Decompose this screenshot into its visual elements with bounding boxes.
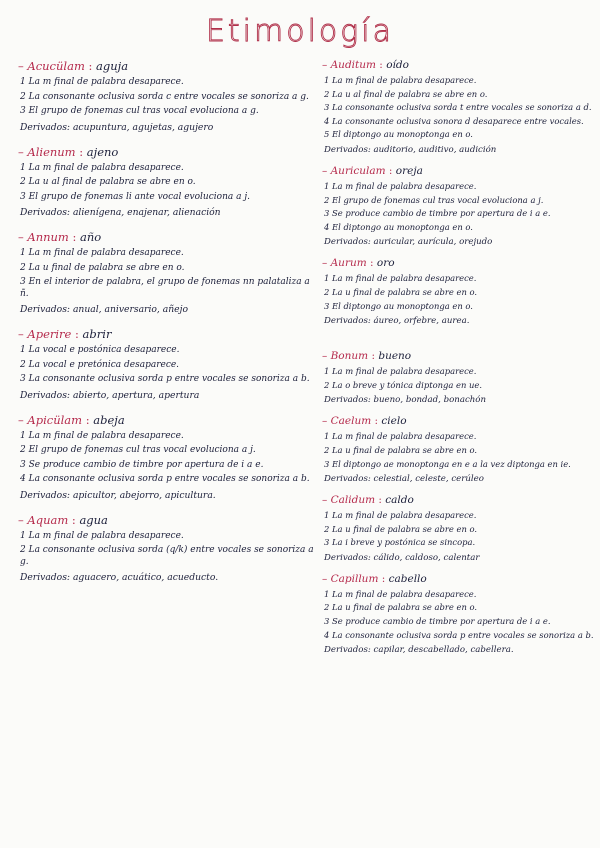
latin-word: Apicülam bbox=[27, 412, 83, 427]
entry-separator: : bbox=[371, 415, 382, 428]
evolution-rule: 1 La vocal e postónica desaparece. bbox=[20, 345, 180, 355]
etymology-entry bbox=[322, 164, 594, 248]
entry-separator: : bbox=[68, 230, 81, 244]
evolution-rule: 5 El diptongo au monoptonga en o. bbox=[324, 129, 473, 140]
entry-dash: – bbox=[322, 350, 331, 363]
evolution-rule: 1 La m final de palabra desaparece. bbox=[324, 588, 477, 599]
evolution-rule: 3 La i breve y postónica se sincopa. bbox=[324, 537, 476, 548]
right-column bbox=[322, 58, 594, 664]
evolution-rule: 2 La u final de palabra se abre en o. bbox=[20, 262, 185, 273]
spanish-meaning: aguja bbox=[96, 59, 129, 73]
evolution-rule: 2 La u al final de palabra se abre en o. bbox=[324, 88, 488, 99]
derived-words: Derivados: capilar, descabellado, cabellera. bbox=[324, 645, 514, 656]
entry-dash: – bbox=[18, 59, 28, 73]
evolution-rule: 3 La consonante oclusiva sorda p entre vocales se sonoriza a b. bbox=[20, 374, 310, 384]
latin-word: Bonum bbox=[330, 350, 369, 363]
derived-words: Derivados: acupuntura, agujetas, agujero bbox=[20, 121, 214, 133]
evolution-rule: 1 La m final de palabra desaparece. bbox=[20, 77, 184, 87]
evolution-rule: 3 Se produce cambio de timbre por apertura de i a e. bbox=[324, 208, 551, 219]
derived-words: Derivados: anual, aniversario, añejo bbox=[20, 304, 188, 315]
evolution-rule: 1 La m final de palabra desaparece. bbox=[20, 162, 184, 173]
entry-separator: : bbox=[82, 412, 94, 427]
evolution-rule: 2 La u al final de palabra se abre en o. bbox=[20, 177, 196, 187]
latin-word: Auriculam bbox=[330, 164, 386, 177]
derived-words: Derivados: apicultor, abejorro, apicultura. bbox=[20, 489, 216, 501]
spanish-meaning: año bbox=[80, 230, 102, 244]
entry-dash: – bbox=[322, 257, 331, 270]
latin-word: Aurum bbox=[330, 257, 367, 270]
etymology-entry bbox=[18, 229, 318, 316]
entry-dash: – bbox=[18, 327, 28, 341]
entry-separator: : bbox=[378, 572, 389, 585]
evolution-rule: 1 La m final de palabra desaparece. bbox=[324, 510, 477, 521]
entry-dash: – bbox=[322, 572, 331, 585]
evolution-rule: 1 La m final de palabra desaparece. bbox=[324, 75, 477, 85]
entry-heading bbox=[322, 414, 594, 428]
evolution-rule: 1 La m final de palabra desaparece. bbox=[20, 248, 184, 258]
evolution-rule: 2 La consonante oclusiva sorda (q/k) entre vocales se sonoriza a g. bbox=[20, 545, 314, 567]
evolution-rule: 4 La consonante oclusiva sorda p entre vocales se sonoriza a b. bbox=[324, 629, 594, 640]
latin-word: Aperire bbox=[27, 327, 72, 341]
evolution-rule: 3 El grupo de fonemas li ante vocal evoluciona a j. bbox=[20, 191, 250, 202]
entry-dash: – bbox=[322, 415, 331, 428]
page-title: Etimología bbox=[205, 14, 395, 49]
spanish-meaning: ajeno bbox=[86, 144, 119, 159]
spanish-meaning: caldo bbox=[385, 494, 414, 507]
etymology-entry bbox=[322, 256, 594, 327]
entry-heading bbox=[18, 144, 318, 160]
entry-dash: – bbox=[18, 512, 28, 527]
etymology-entry bbox=[18, 412, 318, 502]
evolution-rule: 1 La m final de palabra desaparece. bbox=[324, 366, 477, 377]
latin-word: Aquam bbox=[27, 512, 69, 527]
evolution-rule: 2 La u final de palabra se abre en o. bbox=[324, 286, 478, 297]
entry-dash: – bbox=[322, 59, 331, 71]
entry-dash: – bbox=[18, 412, 28, 427]
latin-word: Annum bbox=[27, 230, 69, 244]
entry-heading bbox=[18, 229, 318, 245]
entry-separator: : bbox=[68, 512, 80, 527]
derived-words: Derivados: bueno, bondad, bonachón bbox=[324, 395, 487, 406]
etymology-entry bbox=[18, 512, 318, 585]
spanish-meaning: agua bbox=[79, 512, 108, 527]
derived-words: Derivados: abierto, apertura, apertura bbox=[20, 389, 200, 401]
derived-words: Derivados: alienígena, enajenar, alienación bbox=[20, 207, 221, 218]
evolution-rule: 3 El diptongo au monoptonga en o. bbox=[324, 300, 473, 311]
evolution-rule: 1 La m final de palabra desaparece. bbox=[20, 430, 184, 441]
spanish-meaning: abrir bbox=[82, 327, 112, 341]
latin-word: Calidum bbox=[330, 494, 376, 507]
entry-heading bbox=[322, 349, 594, 363]
evolution-rule: 2 La vocal e pretónica desaparece. bbox=[20, 359, 180, 370]
entry-heading bbox=[322, 58, 594, 72]
evolution-rule: 3 El grupo de fonemas cul tras vocal evoluciona a g. bbox=[20, 106, 259, 116]
etymology-entry bbox=[322, 493, 594, 564]
evolution-rule: 4 El diptongo au monoptonga en o. bbox=[324, 221, 473, 232]
spanish-meaning: abeja bbox=[93, 412, 125, 427]
entry-separator: : bbox=[75, 144, 87, 159]
spanish-meaning: oreja bbox=[395, 164, 423, 177]
latin-word: Auditum bbox=[330, 59, 376, 71]
evolution-rule: 3 El diptongo ae monoptonga en e a la vez diptonga en ie. bbox=[324, 458, 571, 469]
spanish-meaning: cielo bbox=[381, 415, 407, 428]
evolution-rule: 1 La m final de palabra desaparece. bbox=[324, 273, 477, 284]
etymology-entry bbox=[322, 572, 594, 656]
evolution-rule: 3 En el interior de palabra, el grupo de fonemas nn palataliza a ñ. bbox=[20, 277, 310, 299]
derived-words: Derivados: áureo, orfebre, aurea. bbox=[324, 316, 470, 327]
spanish-meaning: oro bbox=[376, 257, 395, 270]
evolution-rule: 2 La u final de palabra se abre en o. bbox=[324, 602, 478, 613]
derived-words: Derivados: auricular, aurícula, orejudo bbox=[324, 237, 493, 248]
derived-words: Derivados: auditorio, auditivo, audición bbox=[324, 144, 497, 155]
evolution-rule: 2 El grupo de fonemas cul tras vocal evoluciona a j. bbox=[20, 445, 256, 455]
derived-words: Derivados: aguacero, acuático, acueducto. bbox=[20, 572, 219, 583]
derived-words: Derivados: celestial, celeste, cerúleo bbox=[324, 474, 484, 485]
evolution-rule: 2 La o breve y tónica diptonga en ue. bbox=[324, 379, 483, 390]
entry-separator: : bbox=[366, 257, 377, 270]
evolution-rule: 4 La consonante oclusiva sonora d desaparece entre vocales. bbox=[324, 115, 584, 126]
latin-word: Capillum bbox=[330, 572, 379, 585]
evolution-rule: 4 La consonante oclusiva sorda p entre vocales se sonoriza a b. bbox=[20, 474, 310, 484]
entry-heading bbox=[322, 572, 594, 586]
entry-dash: – bbox=[18, 144, 28, 159]
latin-word: Acucülam bbox=[27, 59, 85, 73]
etymology-entry bbox=[322, 349, 594, 406]
evolution-rule: 3 Se produce cambio de timbre por apertura de i a e. bbox=[324, 616, 551, 627]
entry-heading bbox=[322, 256, 594, 270]
evolution-rule: 3 Se produce cambio de timbre por apertura de i a e. bbox=[20, 459, 264, 470]
entry-separator: : bbox=[385, 164, 396, 177]
entry-dash: – bbox=[322, 164, 331, 177]
evolution-rule: 1 La m final de palabra desaparece. bbox=[324, 431, 477, 442]
entry-separator: : bbox=[71, 327, 83, 341]
evolution-rule: 1 La m final de palabra desaparece. bbox=[20, 530, 184, 541]
entry-separator: : bbox=[84, 59, 97, 73]
etymology-entry bbox=[18, 144, 318, 220]
spanish-meaning: oído bbox=[386, 59, 409, 71]
left-column bbox=[18, 58, 318, 594]
etymology-entry bbox=[322, 58, 594, 156]
etymology-entry bbox=[18, 326, 318, 402]
entry-heading bbox=[18, 412, 318, 428]
latin-word: Alienum bbox=[27, 144, 76, 159]
evolution-rule: 2 La u final de palabra se abre en o. bbox=[324, 523, 478, 534]
evolution-rule: 1 La m final de palabra desaparece. bbox=[324, 180, 477, 191]
entry-heading bbox=[18, 58, 318, 74]
latin-word: Caelum bbox=[330, 415, 372, 428]
entry-separator: : bbox=[375, 494, 386, 507]
spanish-meaning: cabello bbox=[388, 572, 427, 585]
evolution-rule: 3 La consonante oclusiva sorda t entre vocales se sonoriza a d. bbox=[324, 102, 592, 113]
entry-heading bbox=[322, 164, 594, 178]
entry-heading bbox=[18, 512, 318, 528]
evolution-rule: 2 La u final de palabra se abre en o. bbox=[324, 444, 478, 455]
entry-dash: – bbox=[18, 230, 28, 244]
spanish-meaning: bueno bbox=[378, 350, 412, 363]
evolution-rule: 2 La consonante oclusiva sorda c entre vocales se sonoriza a g. bbox=[20, 91, 309, 102]
entry-separator: : bbox=[368, 350, 379, 363]
etymology-entry bbox=[322, 414, 594, 485]
entry-heading bbox=[18, 326, 318, 342]
entry-dash: – bbox=[322, 494, 331, 507]
etymology-entry bbox=[18, 58, 318, 134]
entry-separator: : bbox=[375, 59, 387, 71]
derived-words: Derivados: cálido, caldoso, calentar bbox=[324, 552, 480, 563]
evolution-rule: 2 El grupo de fonemas cul tras vocal evoluciona a j. bbox=[324, 194, 544, 205]
entry-heading bbox=[322, 493, 594, 507]
